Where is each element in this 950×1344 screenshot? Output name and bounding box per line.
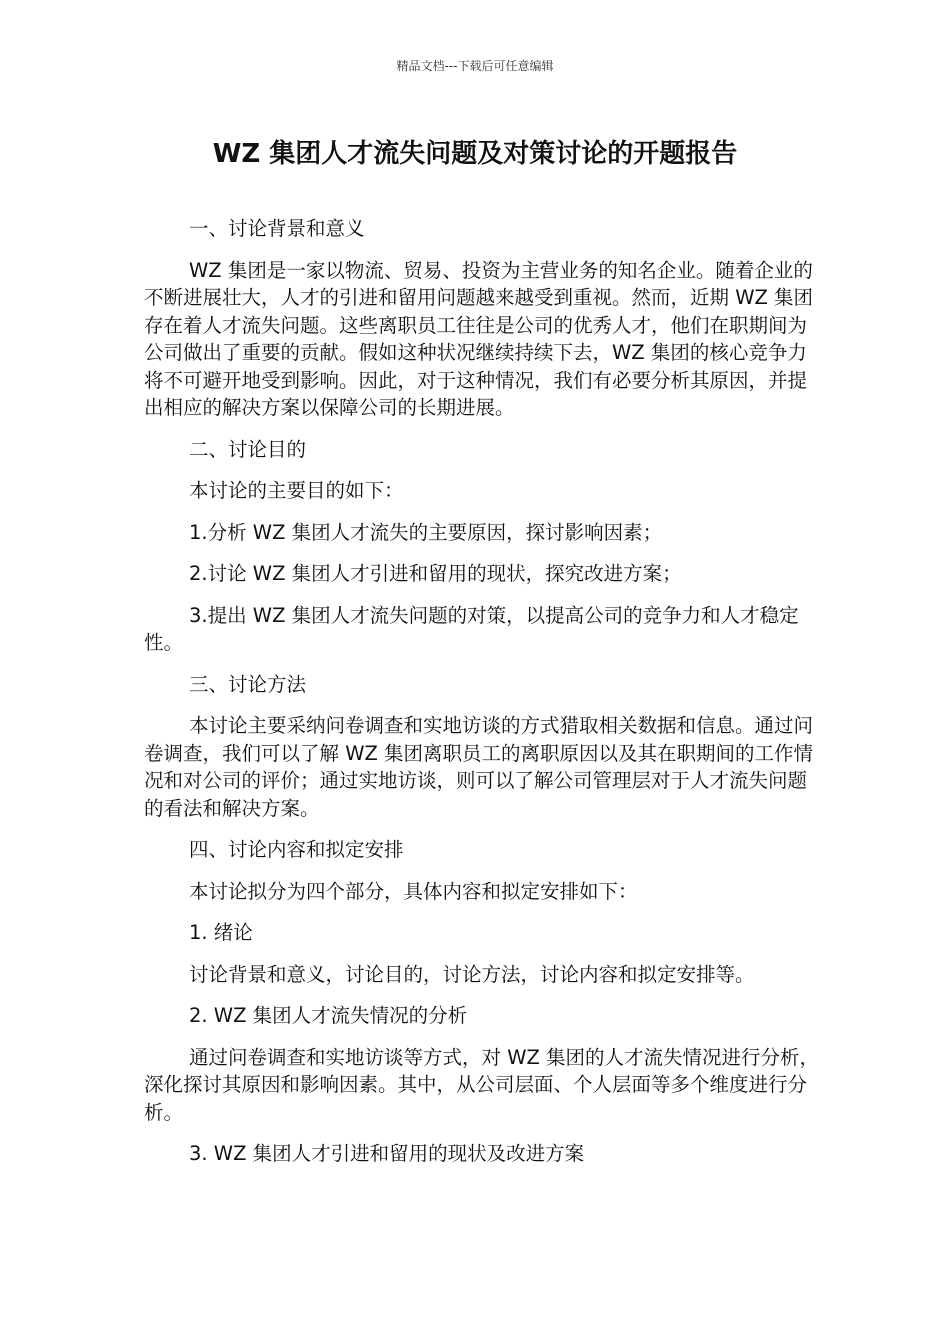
list-item-purpose-1: 1.分析 WZ 集团人才流失的主要原因，探讨影响因素； <box>189 520 663 544</box>
list-item-purpose-2: 2.讨论 WZ 集团人才引进和留用的现状，探究改进方案； <box>189 562 682 585</box>
section-heading-background: 一、讨论背景和意义 <box>189 217 365 240</box>
document-body <box>144 215 820 1182</box>
paragraph-introduction: 讨论背景和意义，讨论目的，讨论方法，讨论内容和拟定安排等。 <box>189 962 755 986</box>
subsection-heading-analysis: 2. WZ 集团人才流失情况的分析 <box>189 1004 468 1027</box>
paragraph-method: 本讨论主要采纳问卷调查和实地访谈的方式猎取相关数据和信息。通过问卷调查，我们可以了解 WZ 集团离职员工的离职原因以及其在职期间的工作情况和对公司的评价；通过实地访谈，则可以了解公司管理层对于人才流失问题的看法和解决方案。 <box>144 714 814 820</box>
list-item-purpose-3: 3.提出 WZ 集团人才流失问题的对策，以提高公司的竞争力和人才稳定性。 <box>144 603 799 654</box>
paragraph-analysis: 通过问卷调查和实地访谈等方式，对 WZ 集团的人才流失情况进行分析，深化探讨其原因和影响因素。其中，从公司层面、个人层面等多个维度进行分析。 <box>144 1045 820 1124</box>
subsection-heading-status: 3. WZ 集团人才引进和留用的现状及改进方案 <box>189 1142 585 1165</box>
paragraph-content-plan-intro: 本讨论拟分为四个部分，具体内容和拟定安排如下： <box>189 879 638 903</box>
section-heading-purpose: 二、讨论目的 <box>189 437 307 461</box>
paragraph-purpose-intro: 本讨论的主要目的如下： <box>189 479 404 502</box>
header-note: 精品文档---下载后可任意编辑 <box>396 59 554 73</box>
document-title: WZ 集团人才流失问题及对策讨论的开题报告 <box>212 139 738 169</box>
section-heading-method: 三、讨论方法 <box>189 672 307 696</box>
paragraph-background: WZ 集团是一家以物流、贸易、投资为主营业务的知名企业。随着企业的不断进展壮大，人才的引进和留用问题越来越受到重视。然而，近期 WZ 集团存在着人才流失问题。这些离职员工往往是公司的优秀人才，他们在职期间为公司做出了重要的贡献。假如这种状况继续持续下去，WZ 集团的核心竞争力将不可避开地受到影响。因此，对于这种情况，我们有必要分析其原因，并提出相应的解决方案以保障公司的长期进展。 <box>144 258 814 419</box>
section-heading-content-plan: 四、讨论内容和拟定安排 <box>189 838 404 861</box>
subsection-heading-introduction: 1. 绪论 <box>189 921 253 944</box>
